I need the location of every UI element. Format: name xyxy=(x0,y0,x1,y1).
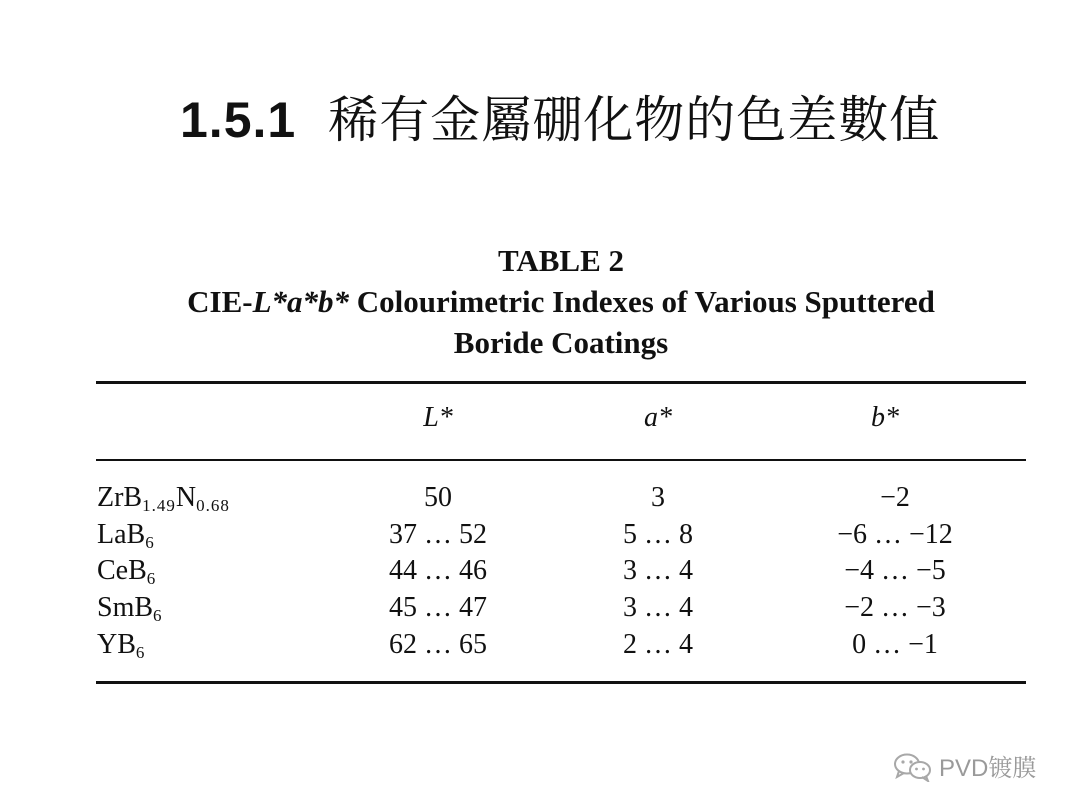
value-b: −2 xyxy=(880,482,910,513)
formula-base: YB xyxy=(97,629,136,660)
formula-base: CeB xyxy=(97,555,147,586)
formula-base: LaB xyxy=(97,519,146,550)
value-b: −2 … −3 xyxy=(844,592,946,623)
value-b: −4 … −5 xyxy=(844,555,946,586)
slide-title xyxy=(180,80,940,152)
table-header-rule xyxy=(96,459,1026,461)
table-bottom-rule xyxy=(96,681,1026,684)
material-name xyxy=(97,626,145,671)
table-row xyxy=(0,552,1080,589)
value-b: 0 … −1 xyxy=(852,629,938,660)
caption-italic: L*a*b* xyxy=(252,284,350,319)
column-header-b: b* xyxy=(871,402,899,433)
value-a: 3 xyxy=(651,482,665,513)
table-label: TABLE 2 xyxy=(497,243,625,278)
title-text: 稀有金屬硼化物的色差數值 xyxy=(328,91,941,149)
table-top-rule xyxy=(96,381,1026,384)
formula-subscript: 1.49 xyxy=(142,496,176,515)
formula-subscript: 6 xyxy=(135,643,146,662)
watermark xyxy=(893,748,1036,789)
value-b: −6 … −12 xyxy=(837,519,953,550)
value-L: 45 … 47 xyxy=(389,592,487,623)
formula-mid: N xyxy=(175,482,197,513)
table-row xyxy=(0,626,1080,663)
formula-subscript: 6 xyxy=(153,606,163,625)
table-row xyxy=(0,479,1080,516)
formula-subscript: 6 xyxy=(145,533,155,552)
formula-subscript: 6 xyxy=(146,569,157,588)
watermark-text: PVD镀膜 xyxy=(939,755,1037,782)
section-number: 1.5.1 xyxy=(180,92,297,148)
value-a: 2 … 4 xyxy=(623,629,693,660)
value-L: 37 … 52 xyxy=(389,519,487,550)
value-L: 44 … 46 xyxy=(389,555,487,586)
table-row xyxy=(0,589,1080,626)
value-a: 3 … 4 xyxy=(623,592,693,623)
table-caption-line1 xyxy=(96,281,1026,322)
value-a: 5 … 8 xyxy=(623,519,693,550)
caption-rest: Colourimetric Indexes of Various Sputtered xyxy=(349,284,935,319)
value-a: 3 … 4 xyxy=(623,555,693,586)
caption-prefix: CIE- xyxy=(187,284,253,319)
table-caption-line2: Boride Coatings xyxy=(453,325,669,360)
formula-base: SmB xyxy=(97,592,154,623)
column-header-L: L* xyxy=(423,402,453,433)
wechat-icon xyxy=(893,752,933,789)
formula-subscript: 0.68 xyxy=(196,496,230,515)
formula-base: ZrB xyxy=(97,482,143,513)
table-row xyxy=(0,516,1080,553)
value-L: 50 xyxy=(424,482,452,513)
value-L: 62 … 65 xyxy=(389,629,487,660)
column-header-a: a* xyxy=(644,402,672,433)
